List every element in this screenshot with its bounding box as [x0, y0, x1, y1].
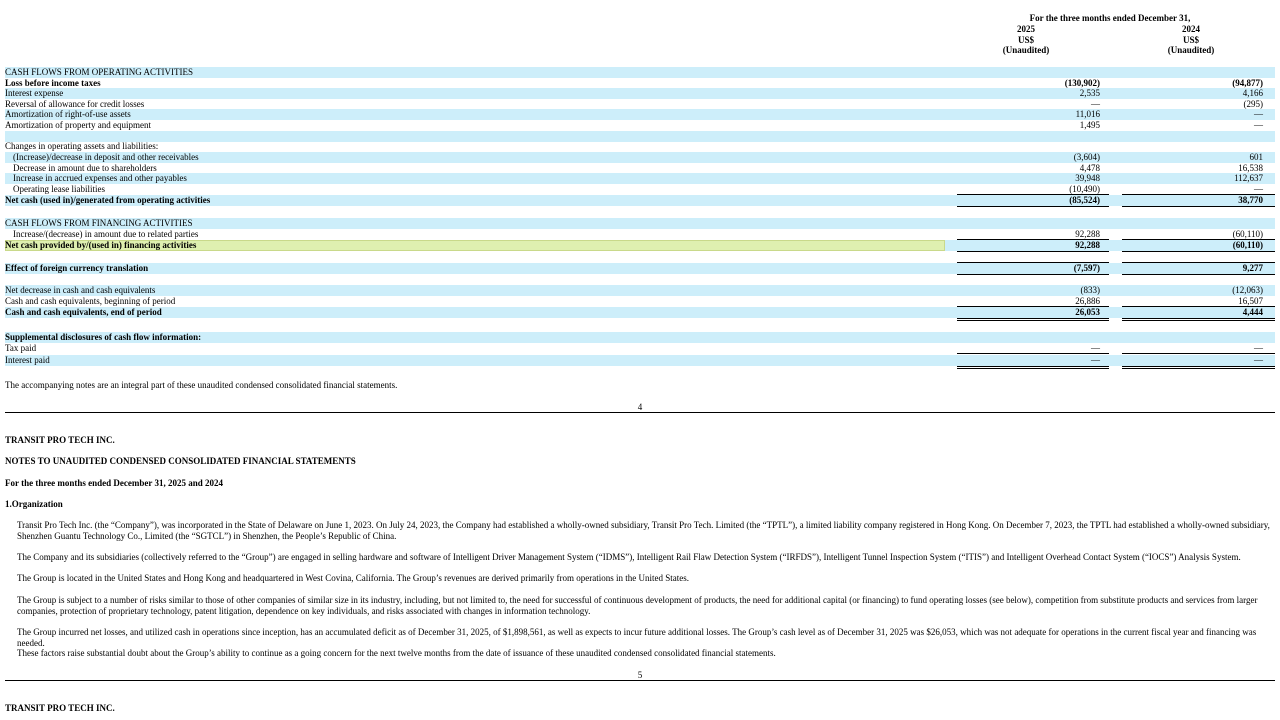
paragraph: The Company and its subsidiaries (collectively referred to the “Group”) are engaged in selling hardware and software of Intelligent Driver Management System (“IDMS”), Intelligent Rail Flaw Detection System (“IRFDS”), Intelligent Tunnel Inspection System (“ITIS”) and Intelligent Overhead Contact System (“IOCS”) Analysis System.	[17, 552, 1241, 562]
column-header-2025	[976, 24, 1076, 56]
section-supplemental	[5, 332, 1275, 343]
row-label: Loss before income taxes	[5, 78, 101, 88]
rule	[1122, 366, 1275, 367]
section-financing-activities	[5, 218, 1275, 229]
footnote: The accompanying notes are an integral part of these unaudited condensed consolidated financial statements.	[5, 380, 398, 390]
value-2025: (10,490)	[1069, 184, 1100, 194]
value-2025: —	[1091, 355, 1100, 365]
value-2024: (12,063)	[1232, 285, 1263, 295]
paragraph: The Group incurred net losses, and utilized cash in operations since inception, has an accumulated deficit as of December 31, 2025, of $1,898,561, as well as expects to incur future additional losses. The Group’s cash level as of December 31, 2025 was $26,053, which was not adequate for operations in the current fiscal year and financing was needed.	[17, 627, 1257, 648]
row-tax-paid	[5, 343, 1275, 354]
row-amortization-ppe	[5, 120, 1275, 131]
row-label: Changes in operating assets and liabilities:	[5, 141, 159, 151]
row-label: CASH FLOWS FROM OPERATING ACTIVITIES	[5, 67, 194, 77]
value-2025: 92,288	[1075, 240, 1100, 250]
row-label: Amortization of right-of-use assets	[5, 109, 131, 119]
rule	[957, 366, 1109, 367]
section-heading: 1.Organization	[5, 499, 63, 509]
value-2024: 4,444	[1242, 307, 1263, 317]
value-2024: —	[1254, 343, 1263, 353]
row-interest-paid	[5, 355, 1275, 366]
page-break	[5, 412, 1275, 413]
value-2024: (60,110)	[1232, 240, 1263, 250]
rule	[1122, 274, 1275, 275]
period-header	[960, 13, 1260, 24]
page-number: 5	[637, 670, 643, 680]
value-2024: (295)	[1243, 99, 1263, 109]
row-loss-before-taxes	[5, 78, 1275, 89]
blank-row	[5, 131, 1275, 142]
row-label: CASH FLOWS FROM FINANCING ACTIVITIES	[5, 218, 193, 228]
row-label: Reversal of allowance for credit losses	[5, 99, 145, 109]
status-2024: (Unaudited)	[1167, 45, 1215, 56]
page-break	[5, 680, 1275, 681]
column-header-2024	[1141, 24, 1241, 56]
value-2025: (85,524)	[1069, 195, 1100, 205]
company-name: TRANSIT PRO TECH INC.	[5, 703, 115, 713]
value-2024: 601	[1249, 152, 1263, 162]
rule	[957, 368, 1109, 369]
value-2025: (833)	[1080, 285, 1100, 295]
value-2024: —	[1254, 109, 1263, 119]
row-label: Supplemental disclosures of cash flow information:	[5, 332, 202, 342]
rule	[1122, 353, 1275, 354]
row-operating-lease	[5, 184, 1275, 195]
row-label: Net cash (used in)/generated from operating activities	[5, 195, 211, 205]
value-2024: 112,637	[1234, 173, 1263, 183]
period-header-text: For the three months ended December 31,	[1029, 13, 1191, 23]
value-2024: 4,166	[1242, 88, 1263, 98]
row-label: Interest expense	[5, 88, 64, 98]
section-operating-activities	[5, 67, 1275, 78]
value-2024: 9,277	[1242, 263, 1263, 273]
value-2025: (3,604)	[1073, 152, 1100, 162]
value-2025: (130,902)	[1064, 78, 1100, 88]
value-2025: 1,495	[1079, 120, 1100, 130]
row-label: Increase/(decrease) in amount due to related parties	[13, 229, 199, 239]
rule	[1122, 206, 1275, 207]
rule	[1122, 318, 1275, 319]
value-2024: —	[1254, 355, 1263, 365]
row-net-financing	[5, 240, 1275, 251]
row-reversal-allowance	[5, 99, 1275, 110]
row-net-operating	[5, 195, 1275, 206]
value-2025: (7,597)	[1073, 263, 1100, 273]
row-net-decrease	[5, 285, 1275, 296]
row-label: Effect of foreign currency translation	[5, 263, 149, 273]
row-label: Cash and cash equivalents, beginning of period	[5, 296, 176, 306]
currency-2024: US$	[1182, 34, 1199, 45]
value-2025: —	[1091, 99, 1100, 109]
rule	[957, 251, 1109, 252]
row-deposit-receivables	[5, 152, 1275, 163]
row-label: Cash and cash equivalents, end of period	[5, 307, 162, 317]
value-2024: 38,770	[1238, 195, 1263, 205]
value-2025: 92,288	[1075, 229, 1100, 239]
row-cash-end	[5, 307, 1275, 318]
value-2025: 11,016	[1075, 109, 1100, 119]
row-label: Net cash provided by/(used in) financing activities	[5, 240, 197, 250]
paragraph: The Group is located in the United States and Hong Kong and headquartered in West Covina, California. The Group’s revenues are derived primarily from operations in the United States.	[17, 573, 690, 583]
rule	[957, 353, 1109, 354]
notes-period: For the three months ended December 31, 2025 and 2024	[5, 478, 223, 488]
page-number: 4	[637, 402, 643, 412]
value-2024: (94,877)	[1232, 78, 1263, 88]
value-2025: 39,948	[1075, 173, 1100, 183]
value-2025: 2,535	[1079, 88, 1100, 98]
value-2025: 4,478	[1079, 163, 1100, 173]
row-cash-beginning	[5, 296, 1275, 307]
value-2025: 26,886	[1075, 296, 1100, 306]
row-label: (Increase)/decrease in deposit and other receivables	[13, 152, 199, 162]
rule	[957, 274, 1109, 275]
row-label: Tax paid	[5, 343, 37, 353]
year-2024: 2024	[1182, 24, 1200, 34]
rule	[1122, 251, 1275, 252]
row-label: Amortization of property and equipment	[5, 120, 151, 130]
value-2025: 26,053	[1075, 307, 1100, 317]
value-2024: —	[1254, 184, 1263, 194]
notes-title: NOTES TO UNAUDITED CONDENSED CONSOLIDATED FINANCIAL STATEMENTS	[5, 456, 356, 466]
value-2024: (60,110)	[1232, 229, 1263, 239]
rule	[957, 318, 1109, 319]
row-label: Increase in accrued expenses and other payables	[13, 173, 187, 183]
value-2024: 16,507	[1238, 296, 1263, 306]
rule	[957, 206, 1109, 207]
value-2025: —	[1091, 343, 1100, 353]
row-amortization-rou	[5, 109, 1275, 120]
company-name: TRANSIT PRO TECH INC.	[5, 435, 115, 445]
rule	[1122, 320, 1275, 321]
row-label: Operating lease liabilities	[13, 184, 105, 194]
value-2024: 16,538	[1238, 163, 1263, 173]
paragraph: These factors raise substantial doubt about the Group’s ability to continue as a going concern for the next twelve months from the date of issuance of these unaudited condensed consolidated financial statements.	[17, 648, 776, 658]
rule	[1122, 368, 1275, 369]
row-foreign-currency	[5, 263, 1275, 274]
value-2024: —	[1254, 120, 1263, 130]
row-accrued-expenses	[5, 173, 1275, 184]
row-label: Interest paid	[5, 355, 50, 365]
rule	[957, 320, 1109, 321]
row-changes-heading	[5, 141, 1275, 152]
row-label: Net decrease in cash and cash equivalents	[5, 285, 156, 295]
row-due-related-parties	[5, 229, 1275, 240]
currency-2025: US$	[1017, 34, 1034, 45]
row-due-shareholders	[5, 163, 1275, 174]
row-label: Decrease in amount due to shareholders	[13, 163, 157, 173]
status-2025: (Unaudited)	[1002, 45, 1050, 56]
row-interest-expense	[5, 88, 1275, 99]
year-2025: 2025	[1017, 24, 1035, 34]
paragraph: Transit Pro Tech Inc. (the “Company”), was incorporated in the State of Delaware on June 1, 2023. On July 24, 2023, the Company had established a wholly-owned subsidiary, Transit Pro Tech. Limited (the “TPTL”), a limited liability company registered in Hong Kong. On December 7, 2023, the TPTL had established a wholly-owned subsidiary, Shenzhen Guantu Technology Co., Limited (the “SGTCL”) in Shenzhen, the People’s Republic of China.	[17, 520, 1270, 541]
paragraph: The Group is subject to a number of risks similar to those of other companies of similar size in its industry, including, but not limited to, the need for successful of continuous development of products, the need for additional capital (or financing) to fund operating losses (see below), competition from substitute products and services from larger companies, protection of proprietary technology, patent litigation, dependence on key individuals, and risks associated with changes in information technology.	[17, 595, 1258, 616]
